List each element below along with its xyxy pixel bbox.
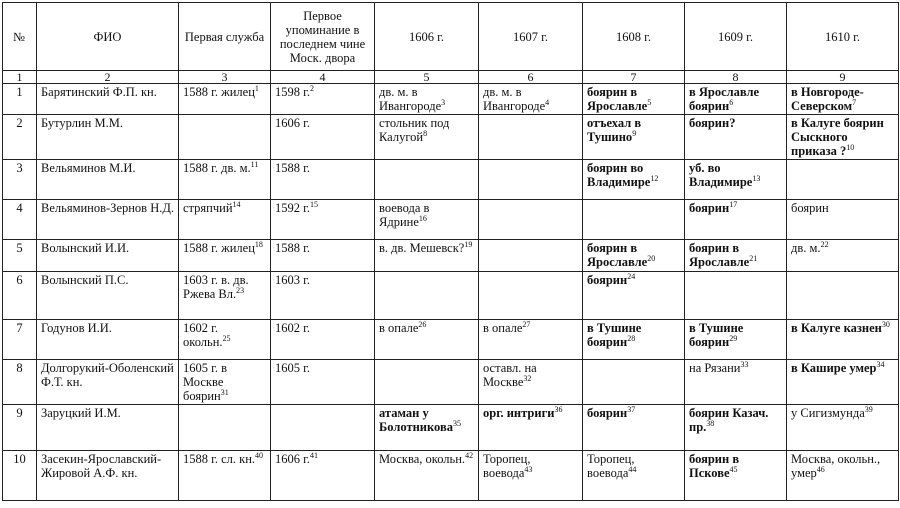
footnote-ref: 33 <box>740 359 749 369</box>
last-rank <box>271 451 375 501</box>
person-name <box>37 115 179 160</box>
first-service-text: 1588 г. сл. кн. <box>183 452 256 466</box>
status-1607-text: оставл. на Москве <box>483 361 537 389</box>
last-rank-text: 1605 г. <box>275 361 310 375</box>
status-1606 <box>375 160 479 200</box>
row-num <box>3 272 37 320</box>
status-1610 <box>787 115 899 160</box>
first-service <box>179 320 271 360</box>
first-service-text: 1588 г. жилец <box>183 241 255 255</box>
status-1607 <box>479 240 583 272</box>
header-first-service: Первая служба <box>179 3 271 71</box>
status-1606 <box>375 405 479 451</box>
status-1610-text: у Сигизмунда <box>791 406 865 420</box>
status-1606 <box>375 320 479 360</box>
person-name-text: Долгорукий-Оболенский Ф.Т. кн. <box>41 361 174 389</box>
first-service <box>179 84 271 115</box>
status-1609-text: в Ярославле боярин <box>689 85 760 113</box>
person-name <box>37 200 179 240</box>
row-num-text: 1 <box>16 85 23 99</box>
row-num-text: 3 <box>16 161 23 175</box>
table-row <box>3 84 899 115</box>
header-1610: 1610 г. <box>787 3 899 71</box>
table-row <box>3 115 899 160</box>
status-1606 <box>375 240 479 272</box>
status-1607 <box>479 405 583 451</box>
status-1608-text: в Тушине боярин <box>587 321 642 349</box>
last-rank <box>271 240 375 272</box>
status-1608 <box>583 320 685 360</box>
footnote-ref: 3 <box>441 97 446 107</box>
last-rank-text: 1588 г. <box>275 161 310 175</box>
status-1606 <box>375 272 479 320</box>
row-num <box>3 360 37 405</box>
last-rank <box>271 405 375 451</box>
status-1606-text: атаман у Болотникова <box>379 406 453 434</box>
first-service <box>179 160 271 200</box>
status-1610-text: в Калуге казнен <box>791 321 882 335</box>
status-1610 <box>787 240 899 272</box>
status-1610 <box>787 272 899 320</box>
column-number-row <box>3 71 899 84</box>
status-1606-text: стольник под Калугой <box>379 116 450 144</box>
last-rank-text: 1592 г. <box>275 201 310 215</box>
table-row <box>3 360 899 405</box>
row-num-text: 9 <box>16 406 23 420</box>
footnote-ref: 30 <box>881 319 890 329</box>
status-1609 <box>685 405 787 451</box>
footnote-ref: 26 <box>418 319 427 329</box>
table-row <box>3 272 899 320</box>
footnote-ref: 35 <box>452 418 461 428</box>
status-1609 <box>685 451 787 501</box>
status-1608 <box>583 451 685 501</box>
person-name <box>37 272 179 320</box>
footnote-ref: 15 <box>309 199 318 209</box>
last-rank <box>271 272 375 320</box>
status-1610 <box>787 160 899 200</box>
footnote-ref: 31 <box>220 387 229 397</box>
status-1608-text: боярин в Ярославле <box>587 85 648 113</box>
footnote-ref: 23 <box>236 285 245 295</box>
footnote-ref: 43 <box>524 464 533 474</box>
col-number: 3 <box>179 71 271 84</box>
status-1610 <box>787 451 899 501</box>
status-1606 <box>375 84 479 115</box>
status-1609-text: боярин? <box>689 116 736 130</box>
header-num: № <box>3 3 37 71</box>
table-row <box>3 451 899 501</box>
first-service <box>179 240 271 272</box>
status-1609 <box>685 200 787 240</box>
row-num <box>3 84 37 115</box>
status-1607-text: орг. интриги <box>483 406 555 420</box>
status-1610-text: в Калуге боярин Сыскного приказа ? <box>791 116 884 158</box>
col-number: 8 <box>685 71 787 84</box>
status-1609 <box>685 160 787 200</box>
footnote-ref: 7 <box>852 97 857 107</box>
status-1608-text: отъехал в Тушино <box>587 116 642 144</box>
person-name-text: Вельяминов М.И. <box>41 161 136 175</box>
status-1608-text: боярин <box>587 406 628 420</box>
person-name-text: Заруцкий И.М. <box>41 406 121 420</box>
row-num-text: 5 <box>16 241 23 255</box>
first-service-text: 1588 г. дв. м. <box>183 161 251 175</box>
status-1607 <box>479 200 583 240</box>
person-name-text: Волынский И.И. <box>41 241 130 255</box>
last-rank <box>271 360 375 405</box>
status-1608-text: боярин во Владимире <box>587 161 651 189</box>
col-number: 9 <box>787 71 899 84</box>
status-1610-text: боярин <box>791 201 829 215</box>
header-row <box>3 3 899 71</box>
last-rank-text: 1606 г. <box>275 116 310 130</box>
footnote-ref: 20 <box>647 253 656 263</box>
status-1607-text: Торопец, воевода <box>483 452 531 480</box>
footnote-ref: 41 <box>309 450 318 460</box>
person-name-text: Бутурлин М.М. <box>41 116 123 130</box>
last-rank <box>271 84 375 115</box>
status-1608 <box>583 360 685 405</box>
person-name-text: Вельяминов-Зернов Н.Д. <box>41 201 175 215</box>
header-1606: 1606 г. <box>375 3 479 71</box>
footnote-ref: 45 <box>729 464 738 474</box>
status-1608-text: боярин <box>587 273 628 287</box>
footnote-ref: 4 <box>545 97 550 107</box>
footnote-ref: 28 <box>627 333 636 343</box>
footnote-ref: 21 <box>749 253 758 263</box>
status-1609-text: боярин Казач. пр. <box>689 406 769 434</box>
first-service <box>179 200 271 240</box>
status-1610 <box>787 84 899 115</box>
footnote-ref: 1 <box>254 83 259 93</box>
status-1609 <box>685 360 787 405</box>
row-num <box>3 115 37 160</box>
status-1607-text: в опале <box>483 321 523 335</box>
person-name <box>37 240 179 272</box>
status-1607 <box>479 84 583 115</box>
footnote-ref: 10 <box>846 142 855 152</box>
header-1607: 1607 г. <box>479 3 583 71</box>
status-1610 <box>787 405 899 451</box>
person-name-text: Засекин-Ярославский-Жировой А.Ф. кн. <box>41 452 162 480</box>
status-1609-text: боярин <box>689 201 730 215</box>
last-rank-text: 1588 г. <box>275 241 310 255</box>
status-1608-text: Торопец, воевода <box>587 452 635 480</box>
row-num <box>3 451 37 501</box>
row-num <box>3 240 37 272</box>
last-rank <box>271 160 375 200</box>
footnote-ref: 44 <box>628 464 637 474</box>
status-1609-text: боярин в Ярославле <box>689 241 750 269</box>
status-1606-text: в. дв. Мешевск? <box>379 241 465 255</box>
row-num-text: 6 <box>16 273 23 287</box>
col-number: 1 <box>3 71 37 84</box>
first-service-text: 1588 г. жилец <box>183 85 255 99</box>
last-rank <box>271 320 375 360</box>
person-name <box>37 320 179 360</box>
person-name <box>37 405 179 451</box>
first-service <box>179 451 271 501</box>
footnote-ref: 27 <box>522 319 531 329</box>
history-table <box>2 2 899 501</box>
person-name <box>37 84 179 115</box>
row-num-text: 4 <box>16 201 23 215</box>
footnote-ref: 25 <box>222 333 231 343</box>
header-1609: 1609 г. <box>685 3 787 71</box>
col-number: 6 <box>479 71 583 84</box>
first-service <box>179 115 271 160</box>
table-row <box>3 160 899 200</box>
row-num-text: 7 <box>16 321 23 335</box>
footnote-ref: 2 <box>309 83 314 93</box>
footnote-ref: 18 <box>254 239 263 249</box>
status-1609-text: на Рязани <box>689 361 741 375</box>
status-1609-text: в Тушине боярин <box>689 321 744 349</box>
status-1606 <box>375 115 479 160</box>
row-num-text: 8 <box>16 361 23 375</box>
status-1608 <box>583 160 685 200</box>
status-1607 <box>479 451 583 501</box>
status-1608 <box>583 272 685 320</box>
person-name-text: Годунов И.И. <box>41 321 112 335</box>
status-1606-text: дв. м. в Ивангороде <box>379 85 442 113</box>
status-1608 <box>583 84 685 115</box>
footnote-ref: 14 <box>232 199 241 209</box>
footnote-ref: 32 <box>523 373 532 383</box>
footnote-ref: 22 <box>820 239 829 249</box>
status-1606 <box>375 360 479 405</box>
status-1607 <box>479 160 583 200</box>
person-name <box>37 160 179 200</box>
status-1606-text: Москва, окольн. <box>379 452 466 466</box>
footnote-ref: 13 <box>752 173 761 183</box>
status-1610-text: дв. м. <box>791 241 821 255</box>
footnote-ref: 17 <box>729 199 738 209</box>
footnote-ref: 8 <box>423 128 428 138</box>
header-last-rank: Первое упоминание в последнем чине Моск. двора <box>271 3 375 71</box>
footnote-ref: 36 <box>554 404 563 414</box>
status-1609 <box>685 84 787 115</box>
last-rank-text: 1603 г. <box>275 273 310 287</box>
status-1609 <box>685 115 787 160</box>
table-row <box>3 405 899 451</box>
row-num <box>3 200 37 240</box>
status-1609-text: уб. во Владимире <box>689 161 753 189</box>
status-1610-text: в Новгороде-Северском <box>791 85 864 113</box>
person-name-text: Барятинский Ф.П. кн. <box>41 85 157 99</box>
footnote-ref: 12 <box>650 173 659 183</box>
status-1607 <box>479 360 583 405</box>
col-number: 4 <box>271 71 375 84</box>
status-1609 <box>685 272 787 320</box>
footnote-ref: 9 <box>632 128 637 138</box>
col-number: 2 <box>37 71 179 84</box>
status-1610 <box>787 320 899 360</box>
row-num <box>3 160 37 200</box>
first-service-text: 1602 г. окольн. <box>183 321 223 349</box>
table-row <box>3 240 899 272</box>
row-num-text: 2 <box>16 116 23 130</box>
footnote-ref: 6 <box>729 97 734 107</box>
last-rank-text: 1606 г. <box>275 452 310 466</box>
first-service <box>179 360 271 405</box>
row-num-text: 10 <box>13 452 26 466</box>
status-1606-text: в опале <box>379 321 419 335</box>
status-1606 <box>375 451 479 501</box>
status-1608 <box>583 405 685 451</box>
last-rank <box>271 115 375 160</box>
status-1607 <box>479 115 583 160</box>
footnote-ref: 29 <box>729 333 738 343</box>
header-name: ФИО <box>37 3 179 71</box>
person-name <box>37 451 179 501</box>
footnote-ref: 37 <box>627 404 636 414</box>
footnote-ref: 19 <box>464 239 473 249</box>
footnote-ref: 16 <box>418 213 427 223</box>
table-row <box>3 200 899 240</box>
footnote-ref: 24 <box>627 271 636 281</box>
first-service-text: стряпчий <box>183 201 233 215</box>
last-rank <box>271 200 375 240</box>
status-1607 <box>479 272 583 320</box>
col-number: 5 <box>375 71 479 84</box>
row-num <box>3 320 37 360</box>
status-1610 <box>787 200 899 240</box>
person-name <box>37 360 179 405</box>
first-service-text: 1603 г. в. дв. Ржева Вл. <box>183 273 249 301</box>
first-service <box>179 272 271 320</box>
status-1610-text: в Кашире умер <box>791 361 877 375</box>
status-1610 <box>787 360 899 405</box>
person-name-text: Волынский П.С. <box>41 273 129 287</box>
footnote-ref: 11 <box>250 159 259 169</box>
last-rank-text: 1598 г. <box>275 85 310 99</box>
footnote-ref: 42 <box>465 450 474 460</box>
footnote-ref: 38 <box>706 418 715 428</box>
status-1609 <box>685 320 787 360</box>
footnote-ref: 46 <box>816 464 825 474</box>
status-1606-text: воевода в Ядрине <box>379 201 430 229</box>
first-service <box>179 405 271 451</box>
status-1606 <box>375 200 479 240</box>
status-1608-text: боярин в Ярославле <box>587 241 648 269</box>
header-1608: 1608 г. <box>583 3 685 71</box>
status-1609 <box>685 240 787 272</box>
last-rank-text: 1602 г. <box>275 321 310 335</box>
first-service-text: 1605 г. в Москве боярин <box>183 361 227 403</box>
footnote-ref: 5 <box>647 97 652 107</box>
status-1607-text: дв. м. в Ивангороде <box>483 85 546 113</box>
status-1608 <box>583 115 685 160</box>
col-number: 7 <box>583 71 685 84</box>
status-1609-text: боярин в Пскове <box>689 452 740 480</box>
status-1607 <box>479 320 583 360</box>
status-1608 <box>583 240 685 272</box>
footnote-ref: 39 <box>864 404 873 414</box>
footnote-ref: 40 <box>255 450 264 460</box>
table-row <box>3 320 899 360</box>
footnote-ref: 34 <box>876 359 885 369</box>
row-num <box>3 405 37 451</box>
status-1610-text: Москва, окольн., умер <box>791 452 881 480</box>
status-1608 <box>583 200 685 240</box>
